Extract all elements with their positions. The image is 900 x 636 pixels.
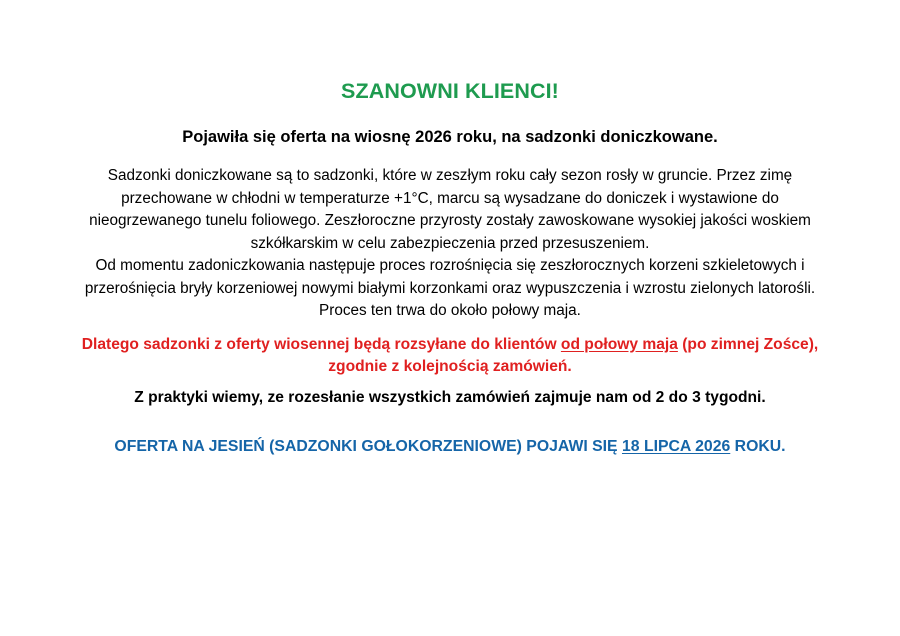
blue-notice-part-1: OFERTA NA JESIEŃ (SADZONKI GOŁOKORZENIOWE) POJAWI SIĘ — [114, 438, 622, 456]
blue-notice — [72, 409, 828, 458]
blue-notice-part-2: ROKU. — [730, 438, 786, 456]
red-notice-part-2: (po zimnej Zośce), zgodnie z kolejnością zamówień. — [328, 335, 819, 375]
blue-notice-underlined-date: 18 LIPCA 2026 — [621, 438, 731, 456]
document-content — [72, 0, 828, 459]
red-notice-part-1: Dlatego sadzonki z oferty wiosennej będą rozsyłane do klientów — [81, 335, 561, 353]
red-notice-underlined-phrase: od połowy maja — [560, 335, 678, 353]
document-subtitle: Pojawiła się oferta na wiosnę 2026 roku, na sadzonki doniczkowane. — [182, 127, 718, 146]
page-title: SZANOWNI KLIENCI! — [341, 79, 559, 103]
red-notice — [72, 323, 828, 378]
body-paragraph-1: Sadzonki doniczkowane są to sadzonki, które w zeszłym roku cały sezon rosły w gruncie. Przez zimę przechowane w chłodni w temperaturze +1°C, marcu są wysadzane do doniczek i wystawione do nieogrzewanego tunelu foliowego. Zeszłoroczne przyrosty zostały zawoskowane wysokiej jakości woskiem szkółkarskim w celu zabezpieczenia przed przesuszeniem. — [89, 167, 811, 252]
black-notice: Z praktyki wiemy, ze rozesłanie wszystkich zamówień zajmuje nam od 2 do 3 tygodni. — [134, 388, 766, 406]
body-paragraph-2: Od momentu zadoniczkowania następuje proces rozrośnięcia się zeszłorocznych korzeni szkieletowych i przerośnięcia bryły korzeniowej nowymi białymi korzonkami oraz wypuszczenia i wzrostu zielonych latorośli. Proces ten trwa do około połowy maja. — [84, 257, 816, 320]
